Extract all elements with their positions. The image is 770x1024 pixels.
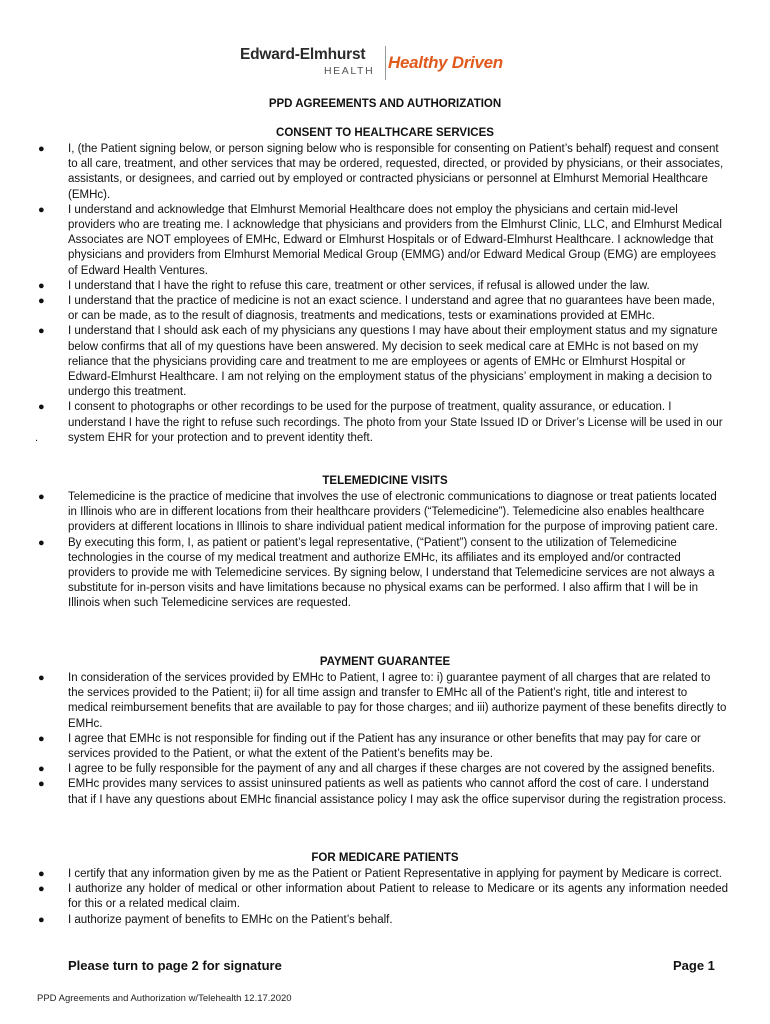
section-heading-medicare: FOR MEDICARE PATIENTS	[311, 852, 459, 864]
list-item	[38, 536, 728, 612]
list-item-text: By executing this form, I, as patient or patient’s legal representative, (“Patient”) consent to the utilization of Telemedicine technologies in the course of my medical treatment and authorize EMHc, its affiliates and its employed and/or contracted providers to provide me with Telemedicine services. By signing below, I understand that Telemedicine services are not always a substitute for in-person visits and have limitations because no physical exams can be performed. I also affirm that I will be in Illinois when such Telemedicine services are requested.	[68, 536, 715, 610]
list-item	[38, 732, 728, 762]
list-item-text: I authorize any holder of medical or other information about Patient to release to Medicare or its agents any information needed for this or a related medical claim.	[68, 883, 728, 911]
page-number: Page 1	[673, 958, 715, 973]
document-id: PPD Agreements and Authorization w/Telehealth 12.17.2020	[37, 993, 292, 1004]
turn-page-note: Please turn to page 2 for signature	[68, 958, 282, 973]
medicare-list	[38, 867, 728, 928]
logo-org-sub: HEALTH	[324, 65, 375, 77]
bullet-icon: ●	[38, 536, 45, 549]
bullet-icon: ●	[38, 203, 45, 216]
payment-list	[38, 671, 728, 808]
logo-org-name: Edward-Elmhurst	[240, 46, 366, 63]
bullet-icon: ●	[38, 868, 45, 880]
list-item-text: I authorize payment of benefits to EMHc on the Patient’s behalf.	[68, 913, 393, 926]
bullet-icon: ●	[38, 778, 45, 791]
list-item-text: I, (the Patient signing below, or person signing below who is responsible for consenting on Patient’s behalf) request and consent to all care, treatment, and other services that may be ordered, requested, directed, or provided by physicians, or their associates, assistants, or designees, and carried out by employed or contracted physicians or personnel at Elmhurst Memorial Healthcare (EMHc).	[68, 143, 724, 201]
bullet-icon: ●	[38, 279, 45, 292]
list-item	[38, 324, 728, 400]
list-item-text: EMHc provides many services to assist uninsured patients as well as patients who cannot afford the cost of care. I understand that if I have any questions about EMHc financial assistance policy I may ask the office supervisor during the registration process.	[68, 778, 727, 806]
list-item	[38, 490, 728, 536]
list-item-text: I consent to photographs or other recordings to be used for the purpose of treatment, quality assurance, or education. I understand I have the right to refuse such recordings. The photo from your State Issued ID or Driver’s License will be used in our system EHR for your protection and to prevent identity theft.	[68, 401, 723, 444]
bullet-icon: ●	[38, 732, 45, 745]
list-item-text: I understand that I should ask each of my physicians any questions I may have about their employment status and my signature below confirms that all of my questions have been answered. My decision to seek medical care at EMHc is not based on my reliance that the physicians providing care and treatment to me are employees or agents of EMHc or Elmhurst Hospital or Edward-Elmhurst Healthcare. I am not relying on the employment status of the physicians’ employment in making a decision to undergo this treatment.	[68, 325, 718, 399]
list-item	[38, 762, 728, 777]
list-item	[38, 203, 728, 279]
bullet-icon: ●	[38, 913, 45, 926]
edward-elmhurst-logo	[240, 44, 540, 84]
bullet-icon: ●	[38, 143, 45, 155]
logo-divider	[385, 46, 386, 80]
list-item	[38, 142, 728, 203]
list-item	[38, 777, 728, 807]
bullet-icon: ●	[38, 883, 45, 896]
consent-list	[38, 142, 728, 446]
list-item-text: I understand that I have the right to refuse this care, treatment or other services, if refusal is allowed under the law.	[68, 279, 650, 292]
bullet-icon: ●	[38, 763, 45, 776]
list-item-text: Telemedicine is the practice of medicine that involves the use of electronic communications to diagnose or treat patients located in Illinois who are in different locations from their healthcare providers (“Telemedicine”). Telemedicine also enables healthcare providers at different locations in Illinois to share individual patient medical information for the purpose of improving patient care.	[68, 491, 718, 534]
list-item	[38, 294, 728, 324]
section-heading-payment: PAYMENT GUARANTEE	[319, 656, 451, 668]
document-title: PPD AGREEMENTS AND AUTHORIZATION	[268, 98, 502, 110]
list-item-text: I agree that EMHc is not responsible for finding out if the Patient has any insurance or other benefits that may pay for care or services provided to the Patient, or what the extent of the Patient’s benefits may be.	[68, 732, 701, 761]
list-item	[38, 279, 728, 294]
section-heading-consent: CONSENT TO HEALTHCARE SERVICES	[276, 127, 494, 139]
bullet-icon: ●	[38, 325, 45, 338]
stray-mark: .	[35, 432, 39, 444]
section-heading-telemedicine: TELEMEDICINE VISITS	[322, 475, 448, 487]
list-item-text: I agree to be fully responsible for the payment of any and all charges if these charges are not covered by the assigned benefits.	[68, 763, 715, 776]
list-item	[38, 882, 728, 912]
list-item-text: I certify that any information given by me as the Patient or Patient Representative in applying for payment by Medicare is correct.	[68, 868, 722, 880]
bullet-icon: ●	[38, 672, 45, 684]
bullet-icon: ●	[38, 401, 45, 414]
list-item	[38, 400, 728, 446]
logo-brand: Healthy Driven	[388, 53, 503, 72]
bullet-icon: ●	[38, 295, 45, 308]
telemedicine-list	[38, 490, 728, 612]
list-item-text: I understand and acknowledge that Elmhurst Memorial Healthcare does not employ the physicians and certain mid-level providers who are treating me. I acknowledge that physicians and providers from the Elmhurst Clinic, LLC, and Elmhurst Medical Associates are NOT employees of EMHc, Edward or Elmhurst Hospitals or of Edward-Elmhurst Healthcare. I acknowledge that physicians and providers from Elmhurst Memorial Medical Group (EMMG) and/or Edward Medical Group (EMG) are employees of Edward Health Ventures.	[68, 203, 722, 277]
list-item	[38, 867, 728, 882]
list-item	[38, 671, 728, 732]
list-item	[38, 913, 728, 928]
list-item-text: In consideration of the services provided by EMHc to Patient, I agree to: i) guarantee payment of all charges that are related to the services provided to the Patient; ii) for all time assign and transfer to EMHc all of the Patient’s right, title and interest to medical reimbursement benefits that are available to pay for those charges; and iii) authorize payment of these benefits directly to EMHc.	[68, 672, 727, 730]
list-item-text: I understand that the practice of medicine is not an exact science. I understand and agree that no guarantees have been made, or can be made, as to the result of diagnosis, treatments and medications, tests or examinations provided at EMHc.	[68, 295, 715, 323]
bullet-icon: ●	[38, 491, 45, 503]
